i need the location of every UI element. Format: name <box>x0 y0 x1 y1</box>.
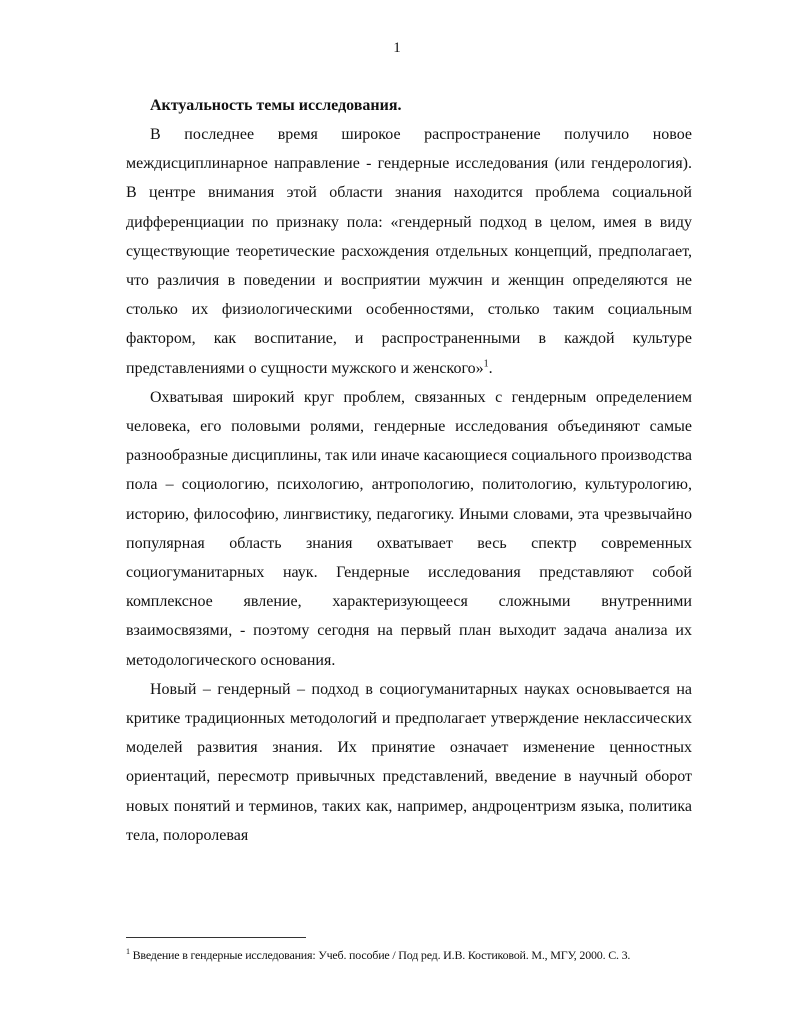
paragraph-2-text: Охватывая широкий круг проблем, связанных с гендерным определением человека, его половыми ролями, гендерные исследования объединяют самые разнообразные дисциплины, так или иначе касающиеся социального производства пола – социологию, психологию, антропологию, политологию, культурологию, историю, философию, лингвистику, педагогику. Иными словами, эта чрезвычайно популярная область знания охватывает весь спектр современных социогуманитарных наук. Гендерные исследования представляют собой комплексное явление, характеризующееся сложными внутренними взаимосвязями, - поэтому сегодня на первый план выходит задача анализа их методологического основания. <box>126 388 692 669</box>
paragraph-1-end: . <box>488 359 493 377</box>
footnote-separator <box>126 937 306 938</box>
paragraph-3 <box>126 675 692 850</box>
paragraph-1 <box>126 120 692 383</box>
paragraph-3-text: Новый – гендерный – подход в социогуманитарных науках основывается на критике традиционных методологий и предполагает утверждение неклассических моделей развития знания. Их принятие означает изменение ценностных ориентаций, пересмотр привычных представлений, введение в научный оборот новых понятий и терминов, таких как, например, андроцентризм языка, политика тела, полоролевая <box>126 680 692 844</box>
footnote <box>126 947 726 963</box>
section-heading: Актуальность темы исследования. <box>150 97 402 114</box>
page-number: 1 <box>393 40 401 56</box>
main-text <box>126 91 692 850</box>
footnote-text: Введение в гендерные исследования: Учеб. пособие / Под ред. И.В. Костиковой. М., МГУ, 2000. С. 3. <box>132 948 631 962</box>
footnote-reference[interactable]: 1 <box>483 358 489 370</box>
paragraph-2 <box>126 383 692 675</box>
paragraph-1-text: В последнее время широкое распространение получило новое междисциплинарное направление - гендерные исследования (или гендерология). В центре внимания этой области знания находится проблема социальной дифференциации по признаку пола: «гендерный подход в целом, имея в виду существующие теоретические расхождения отдельных концепций, предполагает, что различия в поведении и восприятии мужчин и женщин определяются не столько их физиологическими особенностями, столько таким социальным фактором, как воспитание, и распространенными в каждой культуре представлениями о сущности мужского и женского» <box>126 126 692 377</box>
footnote-marker: 1 <box>126 947 130 956</box>
